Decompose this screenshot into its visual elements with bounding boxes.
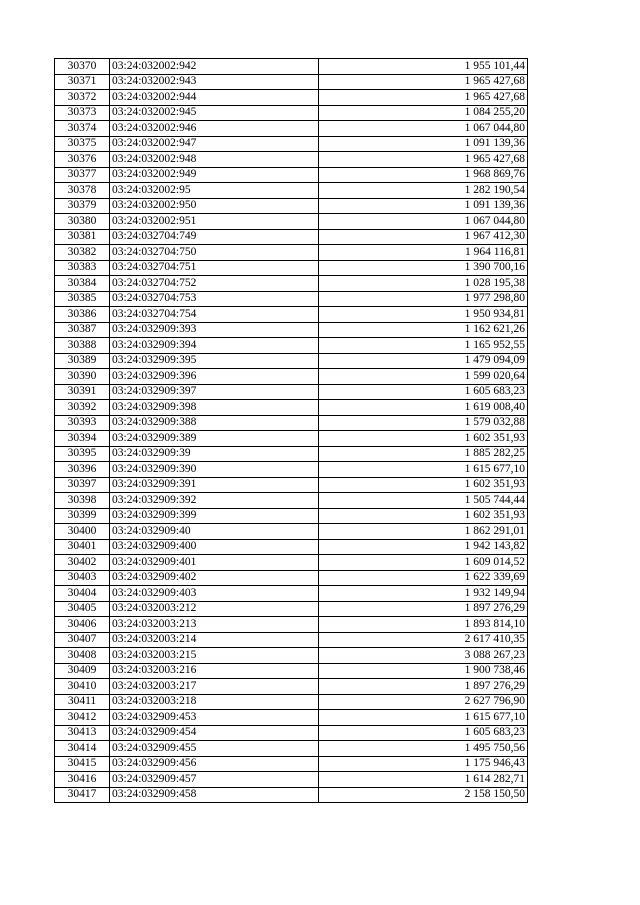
cadastral-number-cell: 03:24:032002:951 [110,214,319,230]
table-row [55,322,528,338]
table-row [55,632,528,648]
row-number-cell: 30399 [55,508,110,524]
cadastral-value-cell: 1 175 946,43 [319,756,528,772]
row-number-cell: 30412 [55,710,110,726]
cadastral-value-cell: 1 067 044,80 [319,121,528,137]
row-number-cell: 30406 [55,617,110,633]
row-number-cell: 30410 [55,679,110,695]
cadastral-value-cell: 1 967 412,30 [319,229,528,245]
row-number-cell: 30413 [55,725,110,741]
cadastral-number-cell: 03:24:032909:398 [110,400,319,416]
row-number-cell: 30395 [55,446,110,462]
cadastral-value-cell: 1 964 116,81 [319,245,528,261]
table-row [55,431,528,447]
cadastral-number-cell: 03:24:032909:395 [110,353,319,369]
table-row [55,493,528,509]
cadastral-number-cell: 03:24:032002:944 [110,90,319,106]
cadastral-value-cell: 1 028 195,38 [319,276,528,292]
cadastral-number-cell: 03:24:032909:390 [110,462,319,478]
row-number-cell: 30377 [55,167,110,183]
row-number-cell: 30408 [55,648,110,664]
table-row [55,415,528,431]
cadastral-number-cell: 03:24:032909:401 [110,555,319,571]
row-number-cell: 30414 [55,741,110,757]
table-row [55,74,528,90]
cadastral-number-cell: 03:24:032003:212 [110,601,319,617]
row-number-cell: 30388 [55,338,110,354]
cadastral-value-cell: 1 282 190,54 [319,183,528,199]
cadastral-number-cell: 03:24:032909:458 [110,787,319,803]
cadastral-value-cell: 1 602 351,93 [319,508,528,524]
cadastral-number-cell: 03:24:032704:751 [110,260,319,276]
table-row [55,90,528,106]
cadastral-number-cell: 03:24:032003:214 [110,632,319,648]
cadastral-value-cell: 1 091 139,36 [319,198,528,214]
cadastral-number-cell: 03:24:032002:948 [110,152,319,168]
row-number-cell: 30405 [55,601,110,617]
row-number-cell: 30415 [55,756,110,772]
cadastral-number-cell: 03:24:032704:753 [110,291,319,307]
cadastral-value-cell: 1 977 298,80 [319,291,528,307]
cadastral-number-cell: 03:24:032909:402 [110,570,319,586]
cadastral-value-cell: 1 162 621,26 [319,322,528,338]
row-number-cell: 30380 [55,214,110,230]
table-row [55,214,528,230]
cadastral-number-cell: 03:24:032909:454 [110,725,319,741]
table-row [55,508,528,524]
cadastral-number-cell: 03:24:032909:388 [110,415,319,431]
cadastral-number-cell: 03:24:032002:943 [110,74,319,90]
cadastral-value-cell: 1 965 427,68 [319,152,528,168]
row-number-cell: 30416 [55,772,110,788]
table-row [55,260,528,276]
cadastral-value-cell: 1 615 677,10 [319,462,528,478]
cadastral-value-cell: 1 897 276,29 [319,679,528,695]
cadastral-value-cell: 1 599 020,64 [319,369,528,385]
cadastral-number-cell: 03:24:032909:392 [110,493,319,509]
cadastral-value-cell: 1 965 427,68 [319,74,528,90]
table-row [55,446,528,462]
cadastral-number-cell: 03:24:032704:749 [110,229,319,245]
table-row [55,477,528,493]
cadastral-value-cell: 1 479 094,09 [319,353,528,369]
row-number-cell: 30402 [55,555,110,571]
row-number-cell: 30394 [55,431,110,447]
row-number-cell: 30396 [55,462,110,478]
cadastral-value-cell: 1 084 255,20 [319,105,528,121]
row-number-cell: 30397 [55,477,110,493]
row-number-cell: 30404 [55,586,110,602]
row-number-cell: 30375 [55,136,110,152]
cadastral-value-cell: 1 067 044,80 [319,214,528,230]
row-number-cell: 30379 [55,198,110,214]
table-row [55,462,528,478]
document-page [54,58,528,803]
row-number-cell: 30407 [55,632,110,648]
cadastral-number-cell: 03:24:032909:393 [110,322,319,338]
table-row [55,524,528,540]
table-row [55,136,528,152]
row-number-cell: 30371 [55,74,110,90]
row-number-cell: 30376 [55,152,110,168]
cadastral-number-cell: 03:24:032704:750 [110,245,319,261]
table-row [55,555,528,571]
row-number-cell: 30373 [55,105,110,121]
table-row [55,198,528,214]
cadastral-number-cell: 03:24:032003:216 [110,663,319,679]
cadastral-value-cell: 1 968 869,76 [319,167,528,183]
cadastral-number-cell: 03:24:032002:947 [110,136,319,152]
table-row [55,725,528,741]
cadastral-value-cell: 1 614 282,71 [319,772,528,788]
cadastral-value-cell: 1 605 683,23 [319,725,528,741]
cadastral-number-cell: 03:24:032003:217 [110,679,319,695]
cadastral-value-cell: 1 619 008,40 [319,400,528,416]
table-row [55,353,528,369]
cadastral-number-cell: 03:24:032909:403 [110,586,319,602]
cadastral-number-cell: 03:24:032909:389 [110,431,319,447]
row-number-cell: 30398 [55,493,110,509]
table-row [55,369,528,385]
row-number-cell: 30386 [55,307,110,323]
row-number-cell: 30409 [55,663,110,679]
table-row [55,539,528,555]
cadastral-number-cell: 03:24:032909:397 [110,384,319,400]
row-number-cell: 30401 [55,539,110,555]
table-row [55,648,528,664]
cadastral-number-cell: 03:24:032909:457 [110,772,319,788]
cadastral-value-table [54,58,528,803]
cadastral-value-cell: 1 885 282,25 [319,446,528,462]
cadastral-value-cell: 1 942 143,82 [319,539,528,555]
table-row [55,586,528,602]
row-number-cell: 30381 [55,229,110,245]
cadastral-value-cell: 1 505 744,44 [319,493,528,509]
table-row [55,59,528,75]
cadastral-value-cell: 1 862 291,01 [319,524,528,540]
cadastral-value-cell: 1 165 952,55 [319,338,528,354]
table-row [55,756,528,772]
row-number-cell: 30385 [55,291,110,307]
cadastral-value-cell: 1 602 351,93 [319,477,528,493]
cadastral-number-cell: 03:24:032909:453 [110,710,319,726]
row-number-cell: 30391 [55,384,110,400]
table-row [55,384,528,400]
cadastral-number-cell: 03:24:032002:949 [110,167,319,183]
row-number-cell: 30382 [55,245,110,261]
cadastral-number-cell: 03:24:032909:456 [110,756,319,772]
cadastral-value-cell: 2 627 796,90 [319,694,528,710]
table-row [55,307,528,323]
cadastral-number-cell: 03:24:032002:946 [110,121,319,137]
cadastral-value-cell: 1 605 683,23 [319,384,528,400]
cadastral-number-cell: 03:24:032909:400 [110,539,319,555]
table-row [55,663,528,679]
cadastral-number-cell: 03:24:032003:213 [110,617,319,633]
cadastral-number-cell: 03:24:032003:215 [110,648,319,664]
table-row [55,679,528,695]
table-row [55,617,528,633]
table-row [55,152,528,168]
cadastral-number-cell: 03:24:032704:752 [110,276,319,292]
cadastral-value-cell: 2 158 150,50 [319,787,528,803]
table-row [55,245,528,261]
row-number-cell: 30403 [55,570,110,586]
table-row [55,183,528,199]
cadastral-value-cell: 1 390 700,16 [319,260,528,276]
table-row [55,400,528,416]
cadastral-value-cell: 2 617 410,35 [319,632,528,648]
cadastral-number-cell: 03:24:032002:945 [110,105,319,121]
cadastral-value-cell: 1 615 677,10 [319,710,528,726]
row-number-cell: 30372 [55,90,110,106]
row-number-cell: 30389 [55,353,110,369]
row-number-cell: 30392 [55,400,110,416]
table-body [55,59,528,803]
table-row [55,105,528,121]
table-row [55,121,528,137]
cadastral-value-cell: 3 088 267,23 [319,648,528,664]
cadastral-value-cell: 1 495 750,56 [319,741,528,757]
cadastral-number-cell: 03:24:032704:754 [110,307,319,323]
row-number-cell: 30384 [55,276,110,292]
row-number-cell: 30393 [55,415,110,431]
cadastral-number-cell: 03:24:032003:218 [110,694,319,710]
cadastral-number-cell: 03:24:032909:40 [110,524,319,540]
row-number-cell: 30390 [55,369,110,385]
row-number-cell: 30400 [55,524,110,540]
cadastral-value-cell: 1 897 276,29 [319,601,528,617]
row-number-cell: 30370 [55,59,110,75]
table-row [55,229,528,245]
row-number-cell: 30374 [55,121,110,137]
row-number-cell: 30411 [55,694,110,710]
table-row [55,570,528,586]
table-row [55,276,528,292]
row-number-cell: 30378 [55,183,110,199]
cadastral-number-cell: 03:24:032002:942 [110,59,319,75]
cadastral-value-cell: 1 091 139,36 [319,136,528,152]
row-number-cell: 30383 [55,260,110,276]
cadastral-number-cell: 03:24:032909:394 [110,338,319,354]
cadastral-value-cell: 1 965 427,68 [319,90,528,106]
table-row [55,741,528,757]
table-row [55,787,528,803]
table-row [55,338,528,354]
row-number-cell: 30417 [55,787,110,803]
cadastral-value-cell: 1 622 339,69 [319,570,528,586]
cadastral-number-cell: 03:24:032909:455 [110,741,319,757]
cadastral-number-cell: 03:24:032909:39 [110,446,319,462]
cadastral-value-cell: 1 579 032,88 [319,415,528,431]
cadastral-value-cell: 1 955 101,44 [319,59,528,75]
cadastral-number-cell: 03:24:032909:399 [110,508,319,524]
cadastral-value-cell: 1 950 934,81 [319,307,528,323]
cadastral-value-cell: 1 609 014,52 [319,555,528,571]
cadastral-value-cell: 1 893 814,10 [319,617,528,633]
cadastral-number-cell: 03:24:032002:95 [110,183,319,199]
cadastral-number-cell: 03:24:032909:391 [110,477,319,493]
cadastral-number-cell: 03:24:032909:396 [110,369,319,385]
table-row [55,291,528,307]
table-row [55,694,528,710]
cadastral-value-cell: 1 900 738,46 [319,663,528,679]
cadastral-value-cell: 1 602 351,93 [319,431,528,447]
cadastral-value-cell: 1 932 149,94 [319,586,528,602]
table-row [55,710,528,726]
table-row [55,772,528,788]
table-row [55,601,528,617]
row-number-cell: 30387 [55,322,110,338]
table-row [55,167,528,183]
cadastral-number-cell: 03:24:032002:950 [110,198,319,214]
